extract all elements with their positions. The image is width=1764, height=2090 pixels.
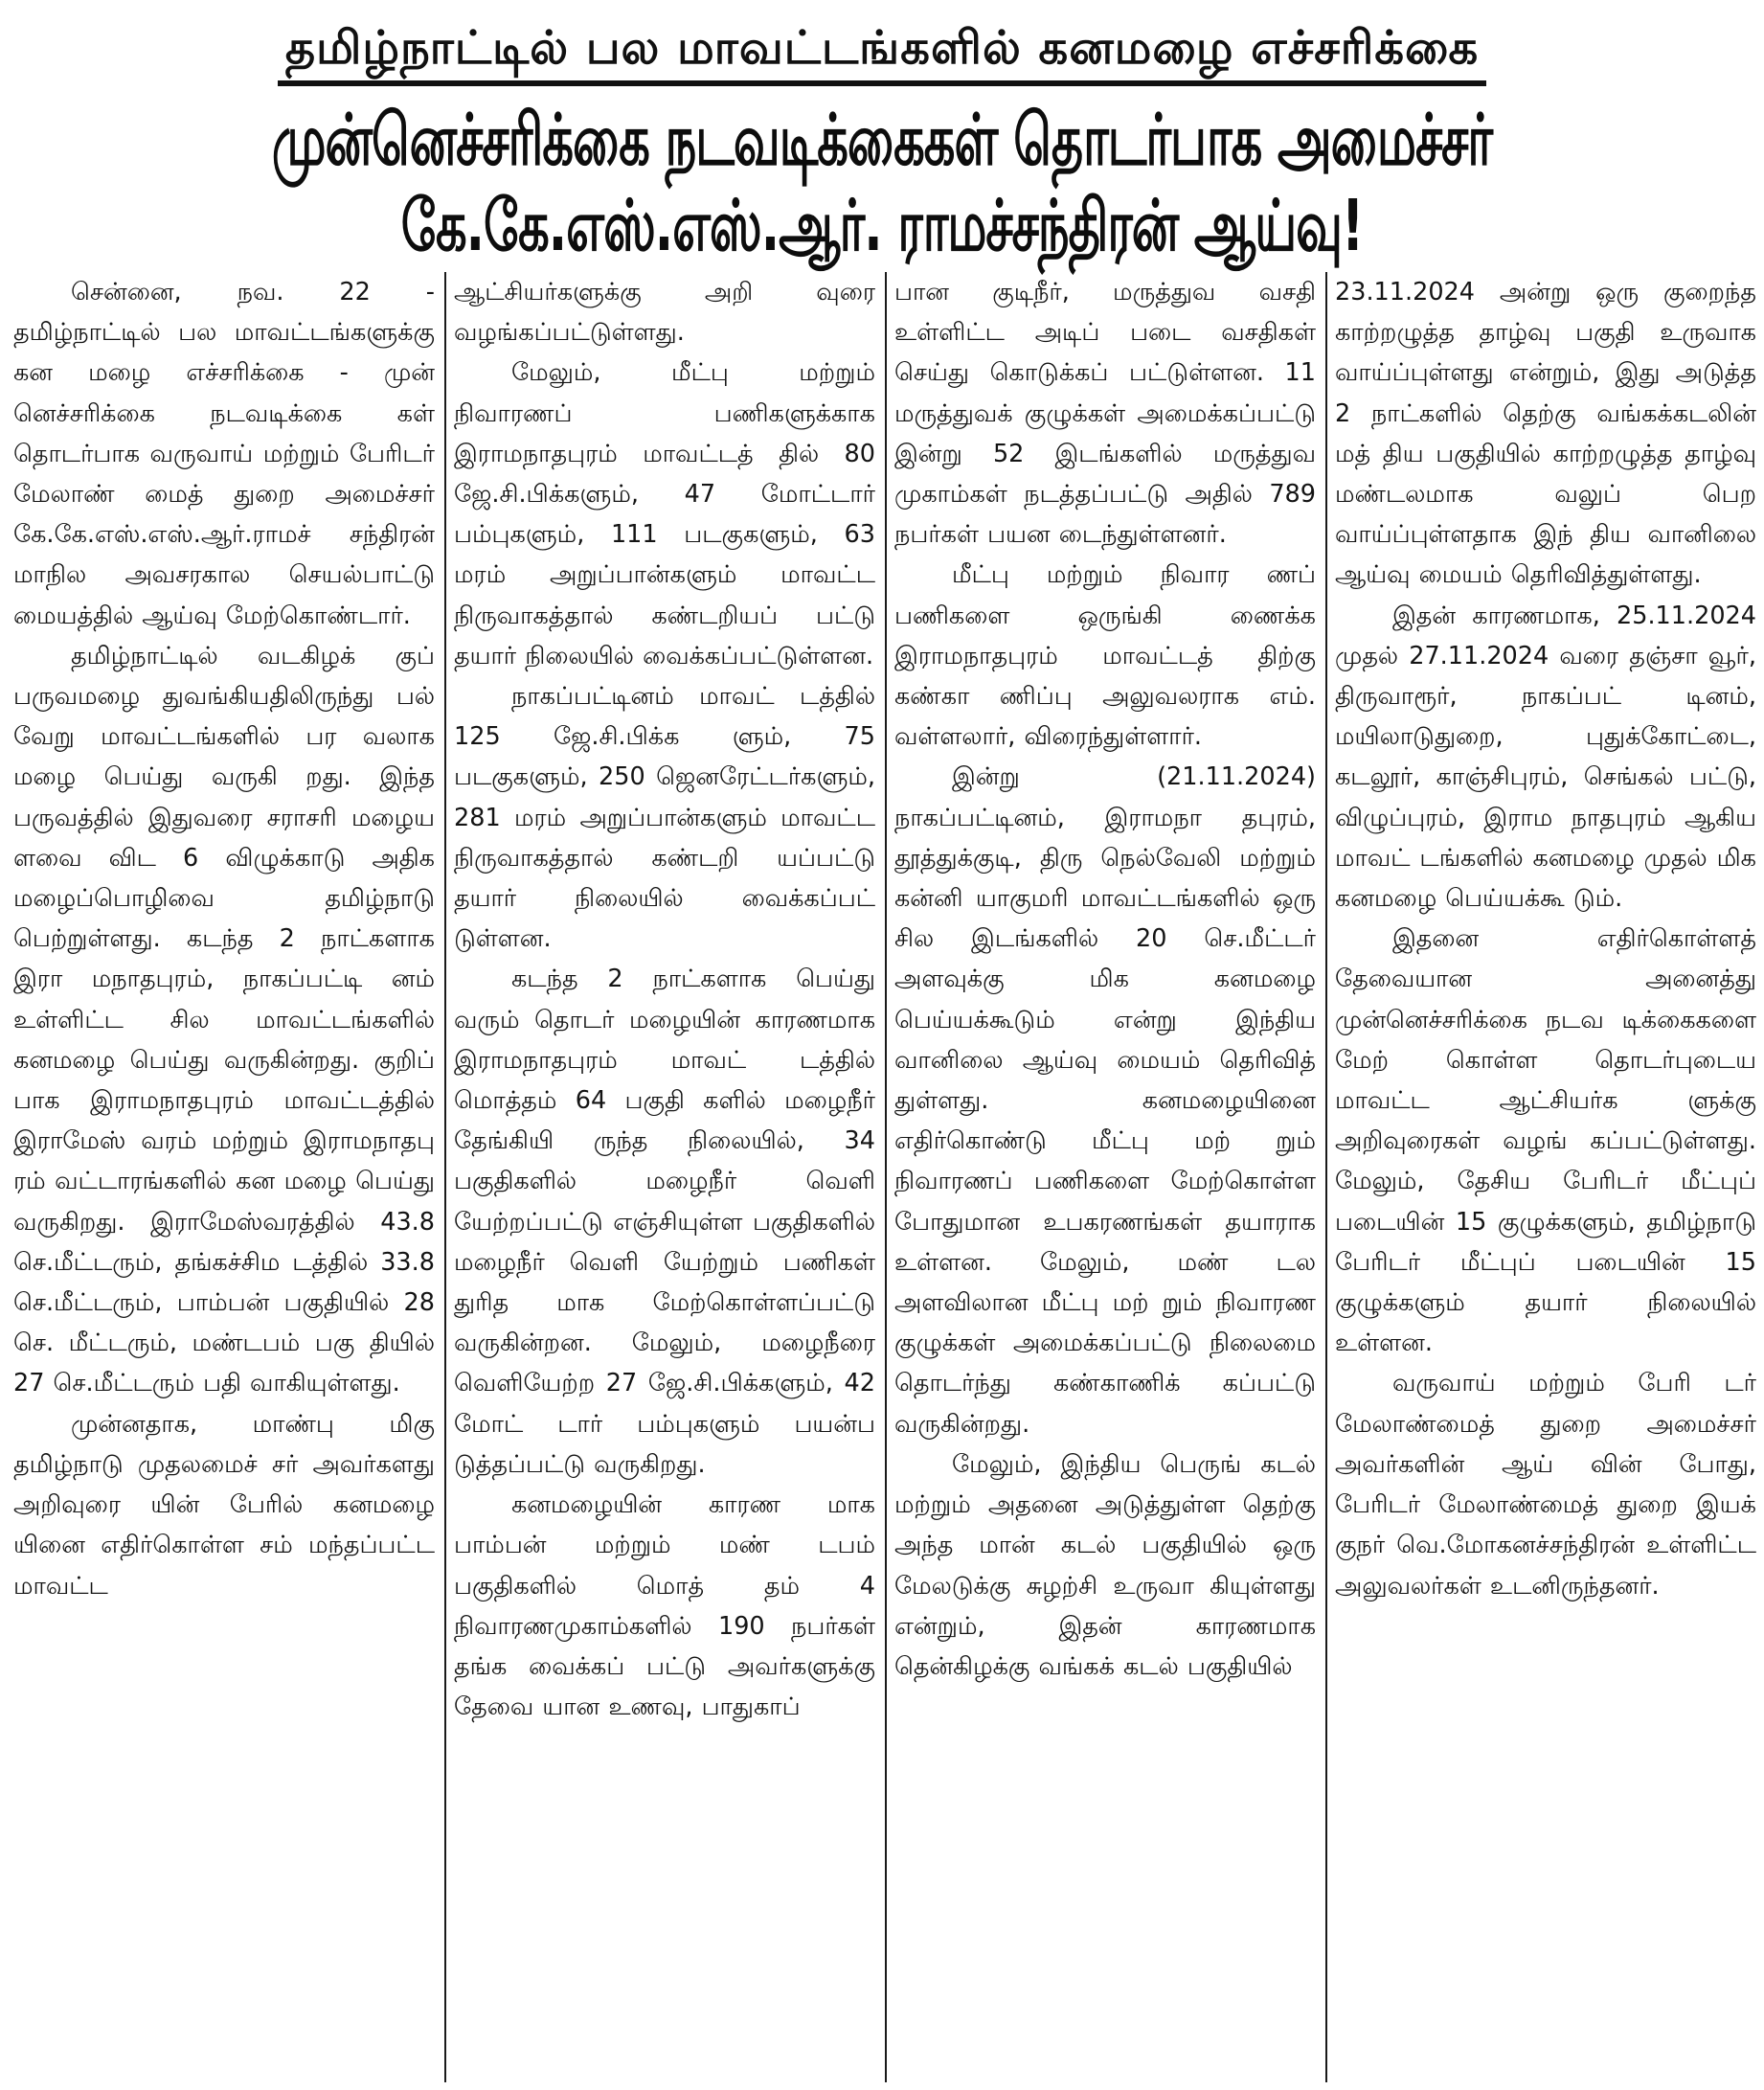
paragraph: பான குடிநீர், மருத்துவ வசதி உள்ளிட்ட அடிப் படை வசதிகள் செய்து கொடுக்கப் பட்டுள்ளன. 11 மருத்துவக் குழுக்கள் அமைக்கப்பட்டு இன்று 52 இடங்களில் மருத்துவ முகாம்கள் நடத்தப்பட்டு அதில் 789 நபர்கள் பயன டைந்துள்ளனர். (894, 278, 1316, 550)
paragraph: கனமழையின் காரண மாக பாம்பன் மற்றும் மண் டபம் பகுதிகளில் மொத் தம் 4 நிவாரணமுகாம்களில் 190 நபர்கள் தங்க வைக்கப் பட்டு அவர்களுக்கு தேவை யான உணவு, பாதுகாப் (454, 1490, 875, 1722)
paragraph: முன்னதாக, மாண்பு மிகு தமிழ்நாடு முதலமைச் சர் அவர்களது அறிவுரை யின் பேரில் கனமழை யினை எதிர்கொள்ள சம் மந்தப்பட்ட மாவட்ட (13, 1409, 435, 1601)
article-column-1 (13, 272, 435, 2082)
column-divider (1325, 272, 1327, 2082)
article-body (13, 272, 1756, 2082)
paragraph: மேலும், இந்திய பெருங் கடல் மற்றும் அதனை அடுத்துள்ள தெற்கு அந்த மான் கடல் பகுதியில் ஒரு மேலடுக்கு சுழற்சி உருவா கியுள்ளது என்றும், இதன் காரணமாக தென்கிழக்கு வங்கக் கடல் பகுதியில் (894, 1449, 1316, 1681)
kicker-heading (0, 17, 1764, 86)
kicker-text: தமிழ்நாட்டில் பல மாவட்டங்களில் கனமழை எச்சரிக்கை (278, 17, 1486, 86)
paragraph: நாகப்பட்டினம் மாவட் டத்தில் 125 ஜே.சி.பிக்க ளும், 75 படகுகளும், 250 ஜெனரேட்டர்களும், 281 மரம் அறுப்பான்களும் மாவட்ட நிருவாகத்தால் கண்டறி யப்பட்டு தயார் நிலையில் வைக்கப்பட் டுள்ளன. (454, 682, 875, 954)
paragraph: மேலும், மீட்பு மற்றும் நிவாரணப் பணிகளுக்காக இராமநாதபுரம் மாவட்டத் தில் 80 ஜே.சி.பிக்களும், 47 மோட்டார் பம்புகளும், 111 படகுகளும், 63 மரம் அறுப்பான்களும் மாவட்ட நிருவாகத்தால் கண்டறியப் பட்டு தயார் நிலையில் வைக்கப்பட்டுள்ளன. (454, 358, 875, 670)
paragraph: 23.11.2024 அன்று ஒரு குறைந்த காற்றழுத்த தாழ்வு பகுதி உருவாக வாய்ப்புள்ளது என்றும், இது அடுத்த 2 நாட்களில் தெற்கு வங்கக்கடலின் மத் திய பகுதியில் காற்றழுத்த தாழ்வு மண்டலமாக வலுப் பெற வாய்ப்புள்ளதாக இந் திய வானிலை ஆய்வு மையம் தெரிவித்துள்ளது. (1335, 278, 1756, 590)
main-headline: முன்னெச்சரிக்கை நடவடிக்கைகள் தொடர்பாக அமைச்சர் கே.கே.எஸ்.எஸ்.ஆர். ராமச்சந்திரன் ஆய்வு! (271, 100, 1493, 268)
column-divider (885, 272, 887, 2082)
paragraph: இன்று (21.11.2024) நாகப்பட்டினம், இராமநா தபுரம், தூத்துக்குடி, திரு நெல்வேலி மற்றும் கன்னி யாகுமரி மாவட்டங்களில் ஒரு சில இடங்களில் 20 செ.மீட்டர் அளவுக்கு மிக கனமழை பெய்யக்கூடும் என்று இந்திய வானிலை ஆய்வு மையம் தெரிவித் துள்ளது. கனமழையினை எதிர்கொண்டு மீட்பு மற் றும் நிவாரணப் பணிகளை மேற்கொள்ள போதுமான உபகரணங்கள் தயாராக உள்ளன. மேலும், மண் டல அளவிலான மீட்பு மற் றும் நிவாரண குழுக்கள் அமைக்கப்பட்டு நிலைமை தொடர்ந்து கண்காணிக் கப்பட்டு வருகின்றது. (894, 762, 1316, 1439)
paragraph: கடந்த 2 நாட்களாக பெய்து வரும் தொடர் மழையின் காரணமாக இராமநாதபுரம் மாவட் டத்தில் மொத்தம் 64 பகுதி களில் மழைநீர் தேங்கியி ருந்த நிலையில், 34 பகுதிகளில் மழைநீர் வெளி யேற்றப்பட்டு எஞ்சியுள்ள பகுதிகளில் மழைநீர் வெளி யேற்றும் பணிகள் துரித மாக மேற்கொள்ளப்பட்டு வருகின்றன. மேலும், மழைநீரை வெளியேற்ற 27 ஜே.சி.பிக்களும், 42 மோட் டார் பம்புகளும் பயன்ப டுத்தப்பட்டு வருகிறது. (454, 965, 875, 1479)
paragraph: இதன் காரணமாக, 25.11.2024 முதல் 27.11.2024 வரை தஞ்சா வூர், திருவாரூர், நாகப்பட் டினம், மயிலாடுதுறை, புதுக்கோட்டை, கடலூர், காஞ்சிபுரம், செங்கல் பட்டு, விழுப்புரம், இராம நாதபுரம் ஆகிய மாவட் டங்களில் கனமழை முதல் மிக கனமழை பெய்யக்கூ டும். (1335, 601, 1756, 914)
paragraph: ஆட்சியர்களுக்கு அறி வுரை வழங்கப்பட்டுள்ளது. (454, 278, 875, 348)
paragraph: சென்னை, நவ. 22 - தமிழ்நாட்டில் பல மாவட்டங்களுக்கு கன மழை எச்சரிக்கை - முன் னெச்சரிக்கை நடவடிக்கை கள் தொடர்பாக வருவாய் மற்றும் பேரிடர் மேலாண் மைத் துறை அமைச்சர் கே.கே.எஸ்.எஸ்.ஆர்.ராமச் சந்திரன் மாநில அவசரகால செயல்பாட்டு மையத்தில் ஆய்வு மேற்கொண்டார். (13, 278, 435, 630)
paragraph: தமிழ்நாட்டில் வடகிழக் குப் பருவமழை துவங்கியதிலிருந்து பல் வேறு மாவட்டங்களில் பர வலாக மழை பெய்து வருகி றது. இந்த பருவத்தில் இதுவரை சராசரி மழைய ளவை விட 6 விழுக்காடு அதிக மழைப்பொழிவை தமிழ்நாடு பெற்றுள்ளது. கடந்த 2 நாட்களாக இரா மநாதபுரம், நாகப்பட்டி னம் உள்ளிட்ட சில மாவட்டங்களில் கனமழை பெய்து வருகின்றது. குறிப் பாக இராமநாதபுரம் மாவட்டத்தில் இராமேஸ் வரம் மற்றும் இராமநாதபு ரம் வட்டாரங்களில் கன மழை பெய்து வருகிறது. இராமேஸ்வரத்தில் 43.8 செ.மீட்டரும், தங்கச்சிம டத்தில் 33.8 செ.மீட்டரும், பாம்பன் பகுதியில் 28 செ. மீட்டரும், மண்டபம் பகு தியில் 27 செ.மீட்டரும் பதி வாகியுள்ளது. (13, 641, 435, 1398)
column-divider (444, 272, 446, 2082)
paragraph: இதனை எதிர்கொள்ளத் தேவையான அனைத்து முன்னெச்சரிக்கை நடவ டிக்கைகளை மேற் கொள்ள தொடர்புடைய மாவட்ட ஆட்சியர்க ளுக்கு அறிவுரைகள் வழங் கப்பட்டுள்ளது. மேலும், தேசிய பேரிடர் மீட்புப் படையின் 15 குழுக்களும், தமிழ்நாடு பேரிடர் மீட்புப் படையின் 15 குழுக்களும் தயார் நிலையில் உள்ளன. (1335, 924, 1756, 1358)
paragraph: வருவாய் மற்றும் பேரி டர் மேலாண்மைத் துறை அமைச்சர் அவர்களின் ஆய் வின் போது, பேரிடர் மேலாண்மைத் துறை இயக் குநர் வெ.மோகனச்சந்திரன் உள்ளிட்ட அலுவலர்கள் உடனிருந்தனர். (1335, 1369, 1756, 1601)
article-column-4 (1335, 272, 1756, 2082)
paragraph: மீட்பு மற்றும் நிவார ணப் பணிகளை ஒருங்கி ணைக்க இராமநாதபுரம் மாவட்டத் திற்கு கண்கா ணிப்பு அலுவலராக எம். வள்ளலார், விரைந்துள்ளார். (894, 560, 1316, 752)
article-column-2 (454, 272, 875, 2082)
article-column-3 (894, 272, 1316, 2082)
